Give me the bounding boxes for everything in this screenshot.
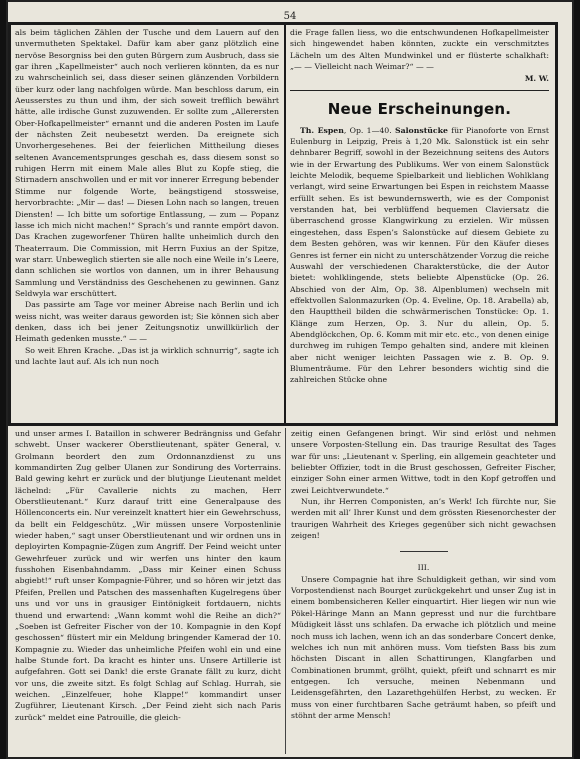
review-paragraph xyxy=(290,125,549,386)
page-number: 54 xyxy=(283,11,297,22)
lower-left-column xyxy=(15,428,281,754)
lower-right-paragraph-2: Nun, ihr Herren Componisten, an’s Werk! Ich fürchte nur, Sie werden mit all’ Ihrer Kunst und dem grössten Riesenorchester der traurigen Wahrheit des Krieges gegenüber sich nicht gewachsen zeigen! xyxy=(291,497,556,541)
upper-left-column xyxy=(15,27,279,419)
upper-left-paragraph-2: Das passirte am Tage vor meiner Abreise nach Berlin und ich weiss nicht, was weiter daraus geworden ist; Sie können sich aber denken, dass ich bei jener Zeitungsnotiz unwillkürlich der Heimath gedenken musste.“ — — xyxy=(15,300,279,344)
review-author: Th. Espen xyxy=(300,125,344,135)
review-body: für Pianoforte von Ernst Eulenburg in Leipzig, Preis à 1,20 Mk. Salonstück ist ein sehr dehnbarer Begriff, sowohl in der Bezeichnung seitens des Autors wie in der Erwartung des Publikums. Wer von einem Salonstück leichte Melodik, bequeme Spielbarkeit und lieblichen Wohlklang verlangt, wird seine Erwartungen bei Espen in reichstem Maasse erfüllt sehen. Es ist bewundernswerth, wie es der Componist verstanden hat, bei verblüffend bequemen Claviersatz die überraschend grosse Klangwirkung zu erzielen. Wir müssen eingestehen, dass Espen’s Salonstücke auf diesem Gebiete zu dem Besten gehören, was wir kennen. Für den Käufer dieses Genres ist ferner ein nicht zu unterschätzender Vorzug die reiche Auswahl der verschiedenen Charakterstücke, die der Autor bietet: wohlklingende, stets beliebte Alpenstücke (Op. 26. Abschied von der Alm, Op. 38. Alpenblumen) wechseln mit effektvollen Salonmazurken (Op. 4. Eveline, Op. 18. Arabella) ab, den Haupttheil bilden die schwärmerischen Tonstücke: Op. 1. Klänge zum Herzen, Op. 3. Nur du allein, Op. 5. Abendglöckchen, Op. 6. Komm mit mir etc. etc., von denen einige durchweg im ruhigen Tempo gehalten sind, andere mit kleinen aber nicht weniger leichten Passagen wie z. B. Op. 9. Blumenträume. Für den Lehrer besonders wichtig sind die zahlreichen Stücke ohne xyxy=(290,125,549,385)
section-divider xyxy=(290,90,549,91)
section-number: III. xyxy=(417,563,430,573)
lower-left-paragraph-1: und unser armes I. Bataillon in schwerer Bedrängniss und Gefahr schwebt. Unser wackerer Oberstlieutenant, später General, v. Grolmann beordert den zum Ordonnanzdienst zu uns kommandirten Zug gelber Ulanen zur Sondirung des Vorterrains. Bald gewing kehrt er zurück und der blutjunge Lieutenant meldet lächelnd: „Für Cavallerie nichts zu machen, Herr Oberstlieutenant.“ Kurz darauf tritt eine Generalpause des Höllenconcerts ein. Nur vereinzelt knattert hier ein Gewehrschuss, da bellt ein Feldgeschütz. „Wir müssen unsere Vorpostenlinie wieder haben,“ sagt unser Oberstlieutenant und wir ordnen uns in deployirten Kompagnie-Zügen zum Angriff. Der Feind weicht unter Gewehrfeuer zurück und wir werfen uns hinter den kaum fusshohen Eisenbahndamm. „Dass mir Keiner einen Schuss abgiebt!“ ruft unser Kompagnie-Führer, und so hören wir jetzt das Pfeifen, Prellen und Patschen des massenhaften Kugelregens über uns und vor uns in grausiger Eintönigkeit fortdauern, nichts thuend und erwartend: „Wann kommt wohl die Reihe an dich?“ „Soeben ist Gefreiter Fischer von der 10. Kompagnie in den Kopf geschossen“ flüstert mir ein Meldung bringender Kamerad der 10. Kompagnie zu. Wieder das unheimliche Pfeifen wohl ein und eine halbe Stunde fort. Da kracht es hinter uns. Unsere Artillerie ist aufgefahren. Gott sei Dank! die erste Granate fällt zu kurz, dicht vor uns, die zweite sitzt. Es folgt Schlag auf Schlag. Hurrah, sie weichen. „Einzelfeuer, hohe Klappe!“ kommandirt unser Zugführer, Lieutenant Kirsch. „Der Feind zieht sich nach Paris zurück“ meldet eine Patrouille, die gleich- xyxy=(15,429,281,722)
lower-right-paragraph-3: Unsere Compagnie hat ihre Schuldigkeit gethan, wir sind vom Vorpostendienst nach Bourget zurückgekehrt und unser Zug ist in einem bombensicheren Keller einquartirt. Hier liegen wir nun wie Pökel-Häringe Mann an Mann gepresst und nur die furchtbare Müdigkeit lässt uns schlafen. Da erwache ich plötzlich und meine noch muss ich lachen, wenn ich an das sonderbare Concert denke, welches ich nun mit anhören muss. Vom tiefsten Bass bis zum höchsten Discant in allen Schattirungen, Klangfarben und Combinationen brummt, grölht, quiekt, pfeift und schnarrt es mir entgegen. Ich versuche, meinen Nebenmann und Leidensgefährten, den Lazarethgehülfen Herbst, zu wecken. Er muss von einer furchtbaren Sache geträumt haben, so pfeift und stöhnt der arme Mensch! xyxy=(291,574,556,720)
author-signature: M. W. xyxy=(524,74,549,84)
upper-right-column xyxy=(290,27,549,419)
section-heading: Neue Erscheinungen. xyxy=(327,99,512,118)
upper-column-divider xyxy=(284,25,286,423)
lower-right-column xyxy=(291,428,556,754)
section-break-rule xyxy=(400,551,448,552)
upper-left-paragraph-1: als beim täglichen Zählen der Tusche und dem Lauern auf den unvermutheten Spektakel. Dafür kam aber ganz plötzlich eine nervöse Besorgniss bei den guten Bürgern zum Ausbruch, dass sie gar ihren „Kapellmeister“ auch noch verlieren könnten, da es nur zu wahrscheinlich sei, dass dieser seinen glänzenden Vorbildern über kurz oder lang nachfolgen würde. Man beschloss darum, ein Aeusserstes zu thun und ihm, der sich soweit trefflich bewährt hätte, alle irdische Gunst zuzuwenden. Er sollte zum „Allerersten Ober-Hofkapellmeister“ ernannt und die anderen Posten im Laufe der nächsten Zeit neubesetzt werden. Da ereignete sich Unvorhergesehenes. Bei der feierlichen Mittheilung dieses seltenen Avancementsprunges geschah es, dass diesem sonst so ruhigen Herrn mit einem Male alles Blut zu Kopfe stieg, die Stirnadern anschwollen und er mit vor innerer Erregung bebender Stimme nur folgende Worte, beängstigend stossweise, hervorbrachte: „Mir — das! — Diesen Lohn nach so langen, treuen Diensten! — Ich bitte um sofortige Entlassung, — zum — Popanz lasse ich mich nicht machen!“ Sprach’s und rannte empört davon. Das Krachen zugeworfener Thüren hallte unheimlich durch den Theaterraum. Die Commission, mit Herrn Fuxius an der Spitze, war starr. Unbeweglich stierten sie alle noch eine Weile in’s Leere, dann schlichen sie wortlos von dannen, um in ihrer Behausung Sammlung und Verständniss des Geschehenen zu gewinnen. Ganz Seldwyla war erschüttert. xyxy=(15,28,279,298)
story-ending-paragraph: die Frage fallen liess, wo die entschwundenen Hofkapellmeister sich hingewendet haben könnten, zuckte ein verschmitztes Lächeln um des Alten Mundwinkel und er flüsterte schalkhaft: „— — Vielleicht nach Weimar?“ — — xyxy=(290,28,549,72)
review-opus: , Op. 1—40. xyxy=(343,125,395,135)
review-title: Salonstücke xyxy=(394,125,448,135)
lower-column-divider xyxy=(285,428,286,754)
upper-left-paragraph-3: So weit Ehren Krache. „Das ist ja wirklich schnurrig“, sagte ich und lachte laut auf. Als ich nun noch xyxy=(15,345,279,366)
lower-right-paragraph-1: zeitig einen Gefangenen bringt. Wir sind erlöst und nehmen unsere Vorposten-Stellung ein. Das traurige Resultat des Tages war für uns: „Lieutenant v. Sperling, ein allgemein geachteter und beliebter Offizier, todt in die Brust geschossen, Gefreiter Fischer, einziger Sohn einer armen Wittwe, todt in den Kopf getroffen und zwei Leichtverwundete.“ xyxy=(291,429,556,495)
